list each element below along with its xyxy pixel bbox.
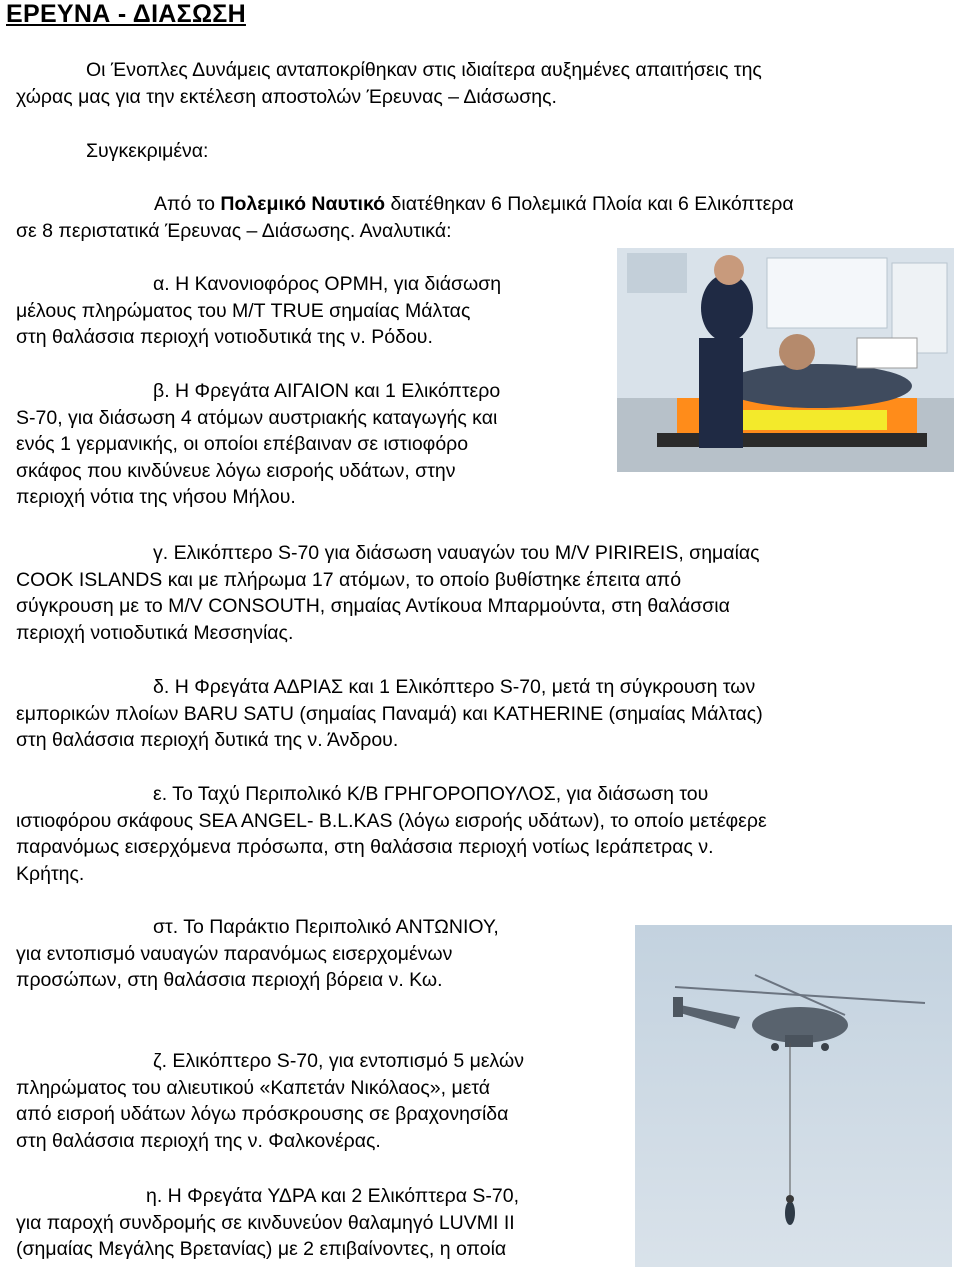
- item-b-line: περιοχή νότια της νήσου Μήλου.: [16, 486, 296, 508]
- navy-bold: Πολεμικό Ναυτικό: [220, 193, 386, 215]
- item-st: [16, 914, 616, 994]
- item-d-line: εμπορικών πλοίων BARU SATU (σημαίας Παναμά) και KATHERINE (σημαίας Μάλτας): [16, 702, 763, 725]
- navy-rest: διατέθηκαν 6 Πολεμικά Πλοία και 6 Ελικόπτερα: [385, 193, 794, 215]
- item-st-line: στ. Το Παράκτιο Περιπολικό ΑΝΤΩΝΙΟΥ,: [153, 916, 499, 938]
- item-b-line: ενός 1 γερμανικής, οι οποίοι επέβαιναν σε ιστιοφόρο: [16, 433, 469, 455]
- item-c-line: σύγκρουση με το M/V CONSOUTH, σημαίας Αντίκουα Μπαρμούντα, στη θαλάσσια: [16, 595, 730, 617]
- intro-line-2: χώρας μας για την εκτέλεση αποστολών Έρευνας – Διάσωσης.: [16, 85, 557, 108]
- item-a-line: α. Η Κανονιοφόρος ΟΡΜΗ, για διάσωση: [153, 273, 502, 295]
- item-st-line: προσώπων, στη θαλάσσια περιοχή βόρεια ν. Κω.: [16, 969, 443, 991]
- intro-paragraph: [16, 57, 912, 110]
- item-e-line: ε. Το Ταχύ Περιπολικό Κ/Β ΓΡΗΓΟΡΟΠΟΥΛΟΣ, για διάσωση του: [153, 783, 709, 805]
- navy-paragraph: [16, 191, 941, 244]
- item-b-line: σκάφος που κινδύνευε λόγω εισροής υδάτων, στην: [16, 459, 456, 482]
- item-z-line: πληρώματος του αλιευτικού «Καπετάν Νικόλαος», μετά: [16, 1076, 491, 1099]
- item-z-line: από εισροή υδάτων λόγω πρόσκρουσης σε βραχονησίδα: [16, 1103, 509, 1125]
- item-d: [16, 674, 925, 754]
- item-d-line: δ. Η Φρεγάτα ΑΔΡΙΑΣ και 1 Ελικόπτερο S-70, μετά τη σύγκρουση των: [153, 676, 756, 698]
- item-z: [16, 1048, 616, 1154]
- item-c: [16, 540, 925, 646]
- specifically-label: Συγκεκριμένα:: [86, 140, 209, 162]
- navy-prefix: Από το: [154, 193, 221, 215]
- page-title: ΕΡΕΥΝΑ - ΔΙΑΣΩΣΗ: [6, 0, 246, 28]
- item-e-line: παρανόμως εισερχόμενα πρόσωπα, στη θαλάσσια περιοχή νοτίως Ιεράπετρας ν.: [16, 836, 714, 858]
- item-a: [16, 271, 606, 351]
- item-e: [16, 781, 925, 887]
- item-b: [16, 378, 606, 511]
- item-h-line: για παροχή συνδρομής σε κινδυνεύον θαλαμηγό LUVMI II: [16, 1211, 515, 1234]
- item-a-line: στη θαλάσσια περιοχή νοτιοδυτικά της ν. Ρόδου.: [16, 326, 433, 348]
- item-c-line: COOK ISLANDS και με πλήρωμα 17 ατόμων, το οποίο βυθίστηκε έπειτα από: [16, 568, 682, 591]
- ambulance-rescue-photo: [617, 248, 954, 472]
- item-z-line: ζ. Ελικόπτερο S-70, για εντοπισμό 5 μελών: [153, 1050, 524, 1072]
- item-b-line: β. Η Φρεγάτα ΑΙΓΑΙΟΝ και 1 Ελικόπτερο: [153, 380, 501, 402]
- item-e-line: Κρήτης.: [16, 862, 85, 885]
- item-c-line: γ. Ελικόπτερο S-70 για διάσωση ναυαγών του M/V PIRIREIS, σημαίας: [153, 542, 760, 564]
- item-h: [16, 1183, 626, 1263]
- item-z-line: στη θαλάσσια περιοχή της ν. Φαλκονέρας.: [16, 1129, 381, 1152]
- item-c-line: περιοχή νοτιοδυτικά Μεσσηνίας.: [16, 621, 294, 644]
- navy-line-1: [16, 191, 941, 218]
- item-e-line: ιστιοφόρου σκάφους SEA ANGEL- B.L.KAS (λόγω εισροής υδάτων), το οποίο μετέφερε: [16, 809, 767, 832]
- item-b-line: S-70, για διάσωση 4 ατόμων αυστριακής καταγωγής και: [16, 406, 498, 429]
- item-a-line: μέλους πληρώματος του Μ/Τ TRUE σημαίας Μάλτας: [16, 299, 471, 322]
- item-h-line: (σημαίας Μεγάλης Βρετανίας) με 2 επιβαίνοντες, η οποία: [16, 1238, 507, 1260]
- item-h-line: η. Η Φρεγάτα ΥΔΡΑ και 2 Ελικόπτερα S-70,: [146, 1185, 520, 1207]
- item-d-line: στη θαλάσσια περιοχή δυτικά της ν. Άνδρου.: [16, 729, 399, 751]
- navy-line-2: σε 8 περιστατικά Έρευνας – Διάσωσης. Αναλυτικά:: [16, 219, 452, 242]
- item-st-line: για εντοπισμό ναυαγών παρανόμως εισερχομένων: [16, 942, 453, 965]
- intro-line-1: Οι Ένοπλες Δυνάμεις ανταποκρίθηκαν στις ιδιαίτερα αυξημένες απαιτήσεις της: [86, 59, 762, 81]
- helicopter-hoist-photo: [635, 925, 952, 1267]
